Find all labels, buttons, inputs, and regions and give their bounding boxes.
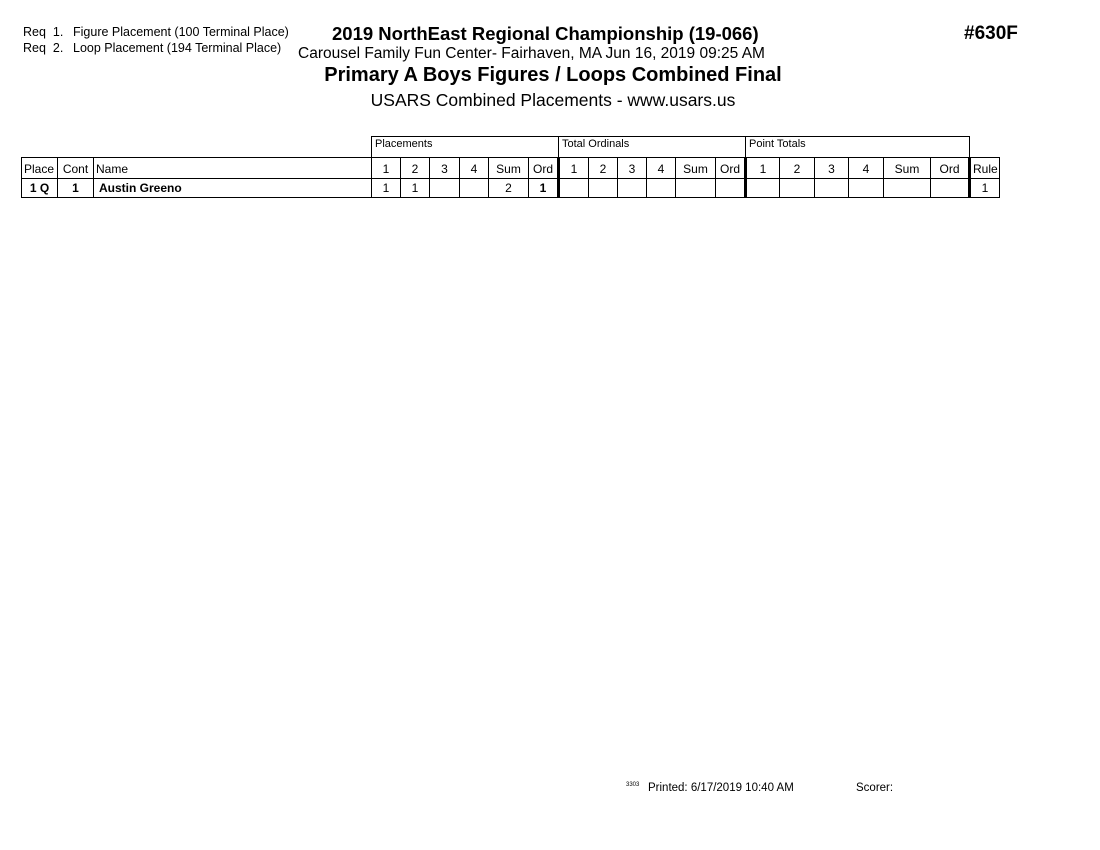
group-point-totals: Point Totals xyxy=(746,137,970,158)
page-subtitle: USARS Combined Placements - www.usars.us xyxy=(370,90,736,110)
col-placement-2: 2 xyxy=(401,158,430,179)
page-title: Primary A Boys Figures / Loops Combined Final xyxy=(324,64,782,86)
col-points-3: 3 xyxy=(815,158,849,179)
req-text: Figure Placement (100 Terminal Place) xyxy=(73,25,289,39)
cell-placement-4 xyxy=(460,179,489,198)
req-label: Req xyxy=(23,41,46,55)
venue-line: Carousel Family Fun Center- Fairhaven, MA Jun 16, 2019 09:25 AM xyxy=(298,45,765,62)
event-number: #630F xyxy=(964,23,1018,44)
group-header-row xyxy=(22,137,1000,158)
cell-points-ord xyxy=(931,179,970,198)
cell-rule: 1 xyxy=(970,179,1000,198)
col-place: Place xyxy=(22,158,58,179)
cell-points-1 xyxy=(746,179,780,198)
col-ordinal-3: 3 xyxy=(618,158,647,179)
cell-placement-2: 1 xyxy=(401,179,430,198)
req-text: Loop Placement (194 Terminal Place) xyxy=(73,41,282,55)
col-placement-1: 1 xyxy=(372,158,401,179)
cell-points-4 xyxy=(849,179,884,198)
col-points-ord: Ord xyxy=(931,158,970,179)
cell-ordinal-4 xyxy=(647,179,676,198)
cell-name: Austin Greeno xyxy=(94,179,372,198)
footer-printed: Printed: 6/17/2019 10:40 AM xyxy=(648,782,794,794)
col-ordinal-sum: Sum xyxy=(676,158,716,179)
cell-placement-3 xyxy=(430,179,460,198)
requirement-1 xyxy=(23,25,289,39)
group-placements: Placements xyxy=(372,137,559,158)
col-rule: Rule xyxy=(970,158,1000,179)
col-ordinal-1: 1 xyxy=(559,158,589,179)
event-title: 2019 NorthEast Regional Championship (19-066) xyxy=(332,23,759,44)
table-row xyxy=(22,179,1000,198)
cell-points-3 xyxy=(815,179,849,198)
col-ordinal-2: 2 xyxy=(589,158,618,179)
col-points-sum: Sum xyxy=(884,158,931,179)
cell-ordinal-2 xyxy=(589,179,618,198)
column-header-row xyxy=(22,158,1000,179)
cell-placement-1: 1 xyxy=(372,179,401,198)
cell-points-2 xyxy=(780,179,815,198)
col-ordinal-ord: Ord xyxy=(716,158,746,179)
col-name: Name xyxy=(94,158,372,179)
col-placement-sum: Sum xyxy=(489,158,529,179)
cell-ordinal-sum xyxy=(676,179,716,198)
req-number: 1. xyxy=(52,25,64,39)
cell-cont: 1 xyxy=(58,179,94,198)
col-points-1: 1 xyxy=(746,158,780,179)
footer-stamp: 3303 xyxy=(626,782,640,788)
cell-ordinal-1 xyxy=(559,179,589,198)
col-placement-ord: Ord xyxy=(529,158,559,179)
col-ordinal-4: 4 xyxy=(647,158,676,179)
footer-scorer: Scorer: xyxy=(856,782,894,794)
col-placement-4: 4 xyxy=(460,158,489,179)
cell-points-sum xyxy=(884,179,931,198)
cell-placement-sum: 2 xyxy=(489,179,529,198)
group-total-ordinals: Total Ordinals xyxy=(559,137,746,158)
cell-place: 1 Q xyxy=(22,179,58,198)
col-cont: Cont xyxy=(58,158,94,179)
cell-ordinal-ord xyxy=(716,179,746,198)
results-table xyxy=(21,136,1000,198)
col-points-4: 4 xyxy=(849,158,884,179)
col-points-2: 2 xyxy=(780,158,815,179)
col-placement-3: 3 xyxy=(430,158,460,179)
cell-ordinal-3 xyxy=(618,179,647,198)
requirement-2 xyxy=(23,41,281,55)
cell-placement-ord: 1 xyxy=(529,179,559,198)
req-label: Req xyxy=(23,25,46,39)
req-number: 2. xyxy=(52,41,64,55)
